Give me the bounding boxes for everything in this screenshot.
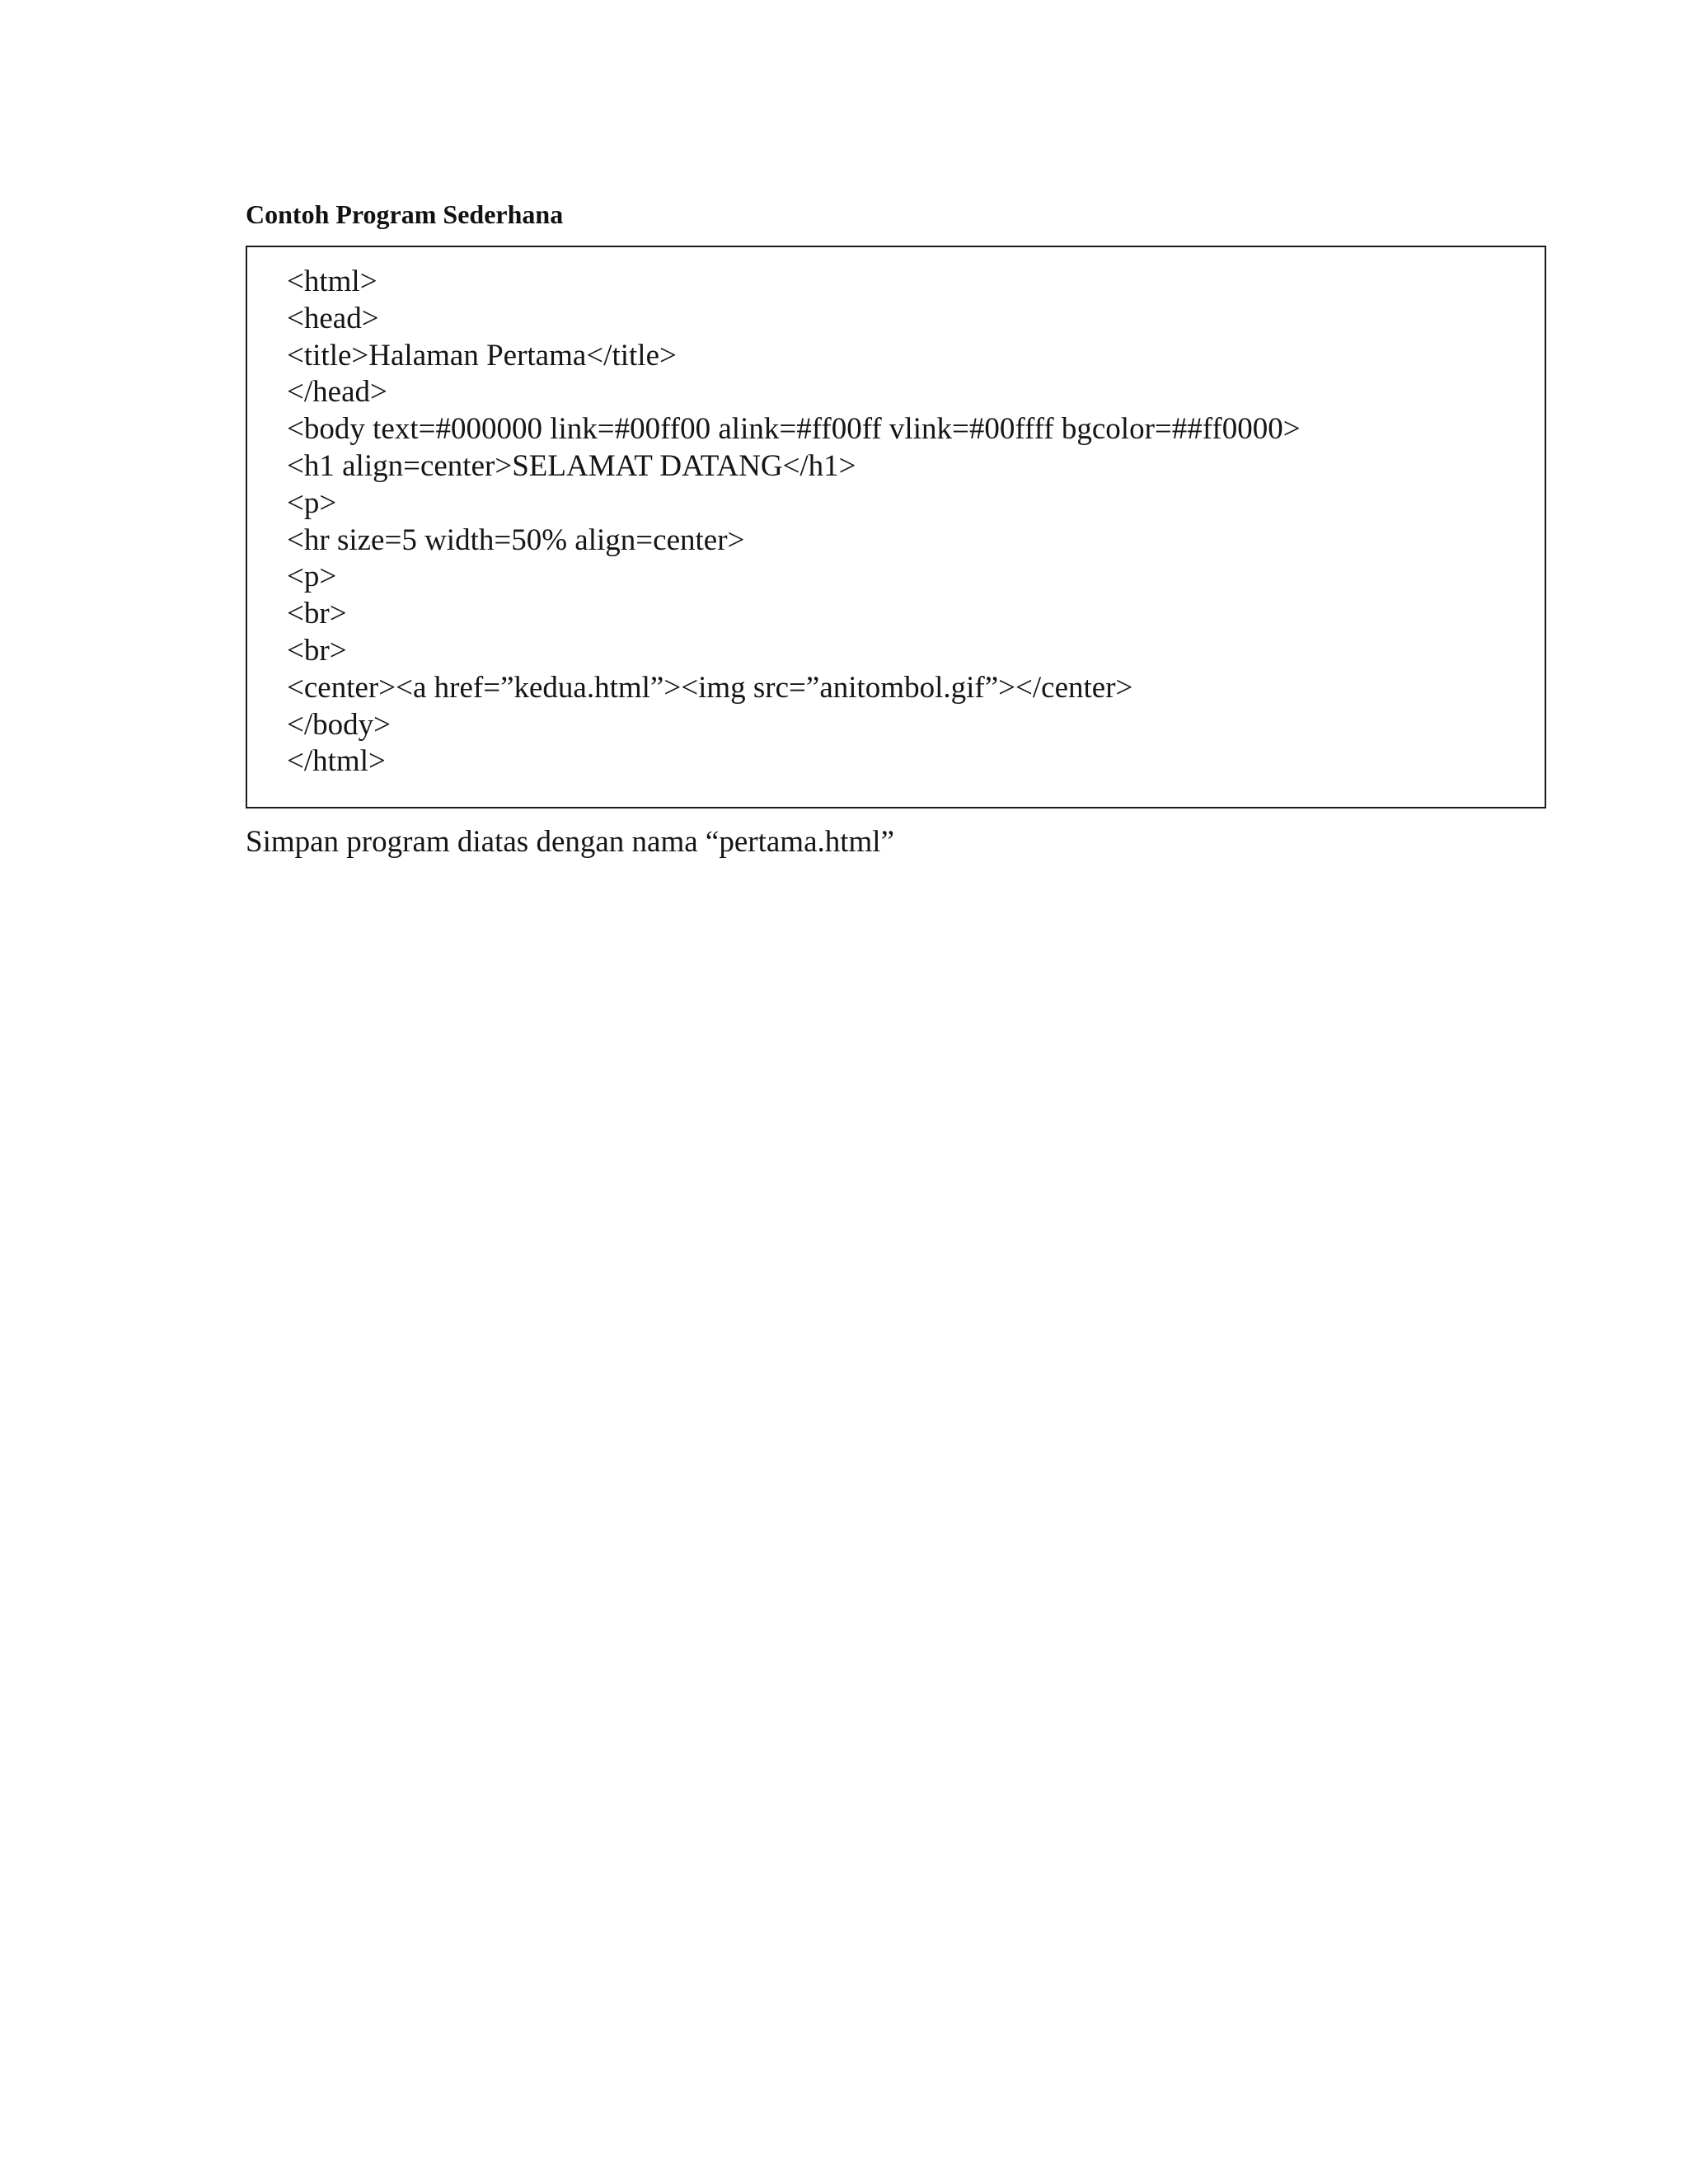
code-listing bbox=[287, 264, 1301, 780]
code-line: </html> bbox=[287, 744, 386, 779]
code-line: <p> bbox=[287, 560, 337, 594]
code-line: <h1 align=center>SELAMAT DATANG</h1> bbox=[287, 448, 856, 483]
code-line: <hr size=5 width=50% align=center> bbox=[287, 523, 745, 557]
code-line: <head> bbox=[287, 301, 379, 335]
code-line: <p> bbox=[287, 485, 337, 520]
code-listing-box bbox=[246, 246, 1546, 808]
code-line: <body text=#000000 link=#00ff00 alink=#ff00ff vlink=#00ffff bgcolor=##ff0000> bbox=[287, 412, 1301, 447]
code-line: <br> bbox=[287, 597, 347, 631]
code-line: <html> bbox=[287, 265, 377, 298]
section-heading: Contoh Program Sederhana bbox=[246, 199, 564, 229]
code-line: </body> bbox=[287, 707, 392, 742]
save-instruction-caption: Simpan program diatas dengan nama “pertama.html” bbox=[246, 825, 895, 859]
code-line: <center><a href=”kedua.html”><img src=”anitombol.gif”></center> bbox=[287, 670, 1133, 705]
code-line: <br> bbox=[287, 633, 347, 668]
code-line: <title>Halaman Pertama</title> bbox=[287, 338, 677, 373]
code-line: </head> bbox=[287, 375, 387, 410]
